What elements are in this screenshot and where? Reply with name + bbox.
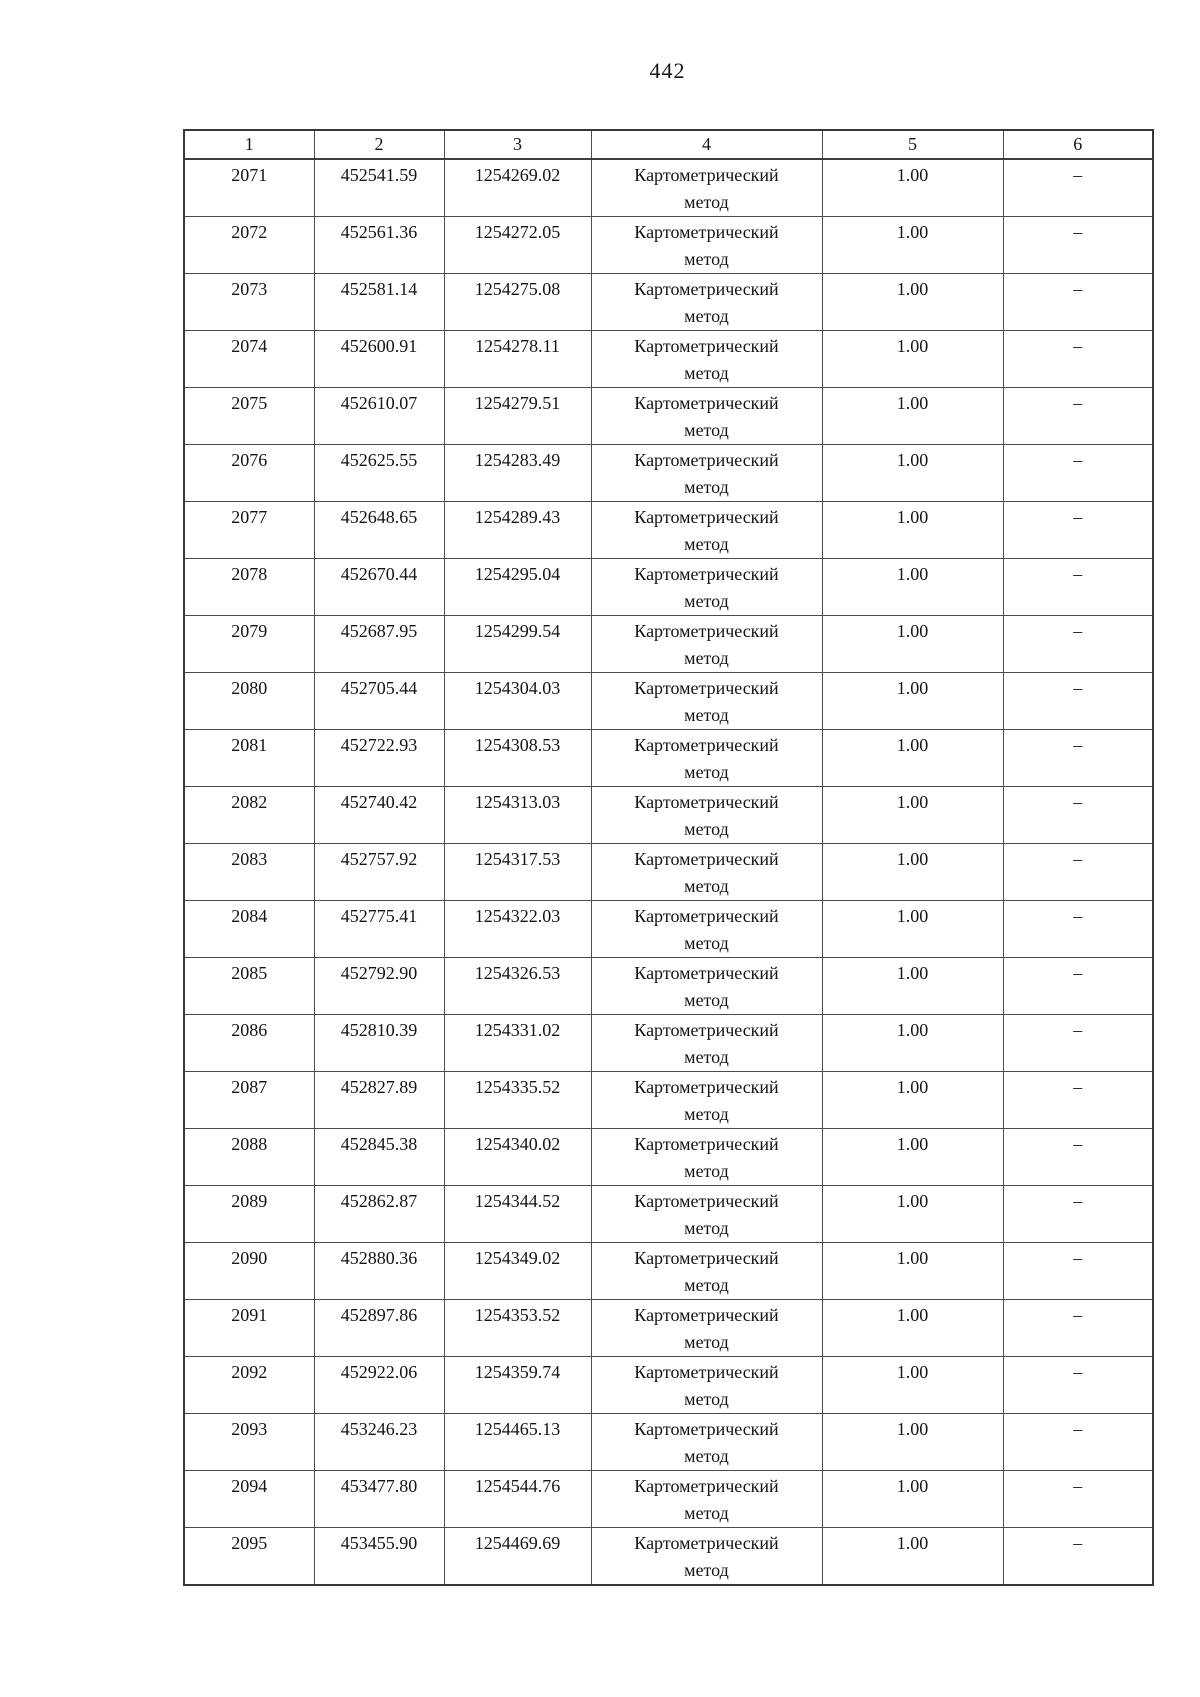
table-row xyxy=(184,1015,1153,1072)
cell-y-coordinate: 1254295.04 xyxy=(444,559,591,616)
table-header xyxy=(184,130,1153,159)
method-line: Картометрический xyxy=(634,165,779,185)
method-line: метод xyxy=(684,591,729,611)
cell-method xyxy=(591,217,822,274)
cell-point-number: 2072 xyxy=(184,217,314,274)
cell-x-coordinate: 452648.65 xyxy=(314,502,444,559)
cell-x-coordinate: 452600.91 xyxy=(314,331,444,388)
cell-point-number: 2080 xyxy=(184,673,314,730)
cell-y-coordinate: 1254269.02 xyxy=(444,159,591,217)
page-number: 442 xyxy=(649,58,686,83)
method-line: метод xyxy=(684,1104,729,1124)
cell-note: – xyxy=(1003,159,1153,217)
cell-note: – xyxy=(1003,958,1153,1015)
cell-mse: 1.00 xyxy=(822,331,1003,388)
cell-method xyxy=(591,559,822,616)
cell-mse: 1.00 xyxy=(822,673,1003,730)
cell-x-coordinate: 452757.92 xyxy=(314,844,444,901)
cell-method xyxy=(591,730,822,787)
cell-x-coordinate: 452541.59 xyxy=(314,159,444,217)
header-col-4: 4 xyxy=(591,130,822,159)
method-line: Картометрический xyxy=(634,963,779,983)
cell-note: – xyxy=(1003,901,1153,958)
method-line: метод xyxy=(684,363,729,383)
method-line: метод xyxy=(684,1560,729,1580)
method-line: метод xyxy=(684,933,729,953)
table-header-row xyxy=(184,130,1153,159)
cell-method xyxy=(591,1414,822,1471)
cell-y-coordinate: 1254308.53 xyxy=(444,730,591,787)
cell-mse: 1.00 xyxy=(822,1243,1003,1300)
method-line: метод xyxy=(684,1161,729,1181)
cell-y-coordinate: 1254304.03 xyxy=(444,673,591,730)
cell-note: – xyxy=(1003,1471,1153,1528)
cell-y-coordinate: 1254283.49 xyxy=(444,445,591,502)
cell-y-coordinate: 1254353.52 xyxy=(444,1300,591,1357)
table-row xyxy=(184,502,1153,559)
table-row xyxy=(184,730,1153,787)
cell-x-coordinate: 452705.44 xyxy=(314,673,444,730)
cell-point-number: 2090 xyxy=(184,1243,314,1300)
cell-x-coordinate: 452581.14 xyxy=(314,274,444,331)
table-row xyxy=(184,844,1153,901)
cell-method xyxy=(591,502,822,559)
method-line: Картометрический xyxy=(634,1305,779,1325)
cell-method xyxy=(591,958,822,1015)
table-row xyxy=(184,673,1153,730)
method-line: Картометрический xyxy=(634,507,779,527)
cell-method xyxy=(591,1471,822,1528)
cell-point-number: 2075 xyxy=(184,388,314,445)
cell-point-number: 2077 xyxy=(184,502,314,559)
table-row xyxy=(184,787,1153,844)
table-row xyxy=(184,1072,1153,1129)
method-line: Картометрический xyxy=(634,222,779,242)
method-line: Картометрический xyxy=(634,792,779,812)
cell-point-number: 2083 xyxy=(184,844,314,901)
table-row xyxy=(184,388,1153,445)
cell-y-coordinate: 1254326.53 xyxy=(444,958,591,1015)
cell-y-coordinate: 1254278.11 xyxy=(444,331,591,388)
cell-mse: 1.00 xyxy=(822,1471,1003,1528)
cell-note: – xyxy=(1003,559,1153,616)
cell-method xyxy=(591,1357,822,1414)
method-line: метод xyxy=(684,1503,729,1523)
cell-note: – xyxy=(1003,1357,1153,1414)
cell-x-coordinate: 452670.44 xyxy=(314,559,444,616)
cell-y-coordinate: 1254465.13 xyxy=(444,1414,591,1471)
cell-y-coordinate: 1254344.52 xyxy=(444,1186,591,1243)
cell-point-number: 2079 xyxy=(184,616,314,673)
cell-y-coordinate: 1254322.03 xyxy=(444,901,591,958)
method-line: Картометрический xyxy=(634,849,779,869)
cell-y-coordinate: 1254544.76 xyxy=(444,1471,591,1528)
cell-note: – xyxy=(1003,1129,1153,1186)
cell-point-number: 2093 xyxy=(184,1414,314,1471)
cell-x-coordinate: 452792.90 xyxy=(314,958,444,1015)
cell-note: – xyxy=(1003,1528,1153,1586)
cell-point-number: 2091 xyxy=(184,1300,314,1357)
cell-note: – xyxy=(1003,730,1153,787)
method-line: Картометрический xyxy=(634,1134,779,1154)
cell-method xyxy=(591,1300,822,1357)
cell-method xyxy=(591,388,822,445)
method-line: метод xyxy=(684,420,729,440)
method-line: Картометрический xyxy=(634,906,779,926)
table-row xyxy=(184,331,1153,388)
cell-x-coordinate: 452775.41 xyxy=(314,901,444,958)
cell-point-number: 2087 xyxy=(184,1072,314,1129)
method-line: метод xyxy=(684,477,729,497)
cell-x-coordinate: 452810.39 xyxy=(314,1015,444,1072)
table-row xyxy=(184,445,1153,502)
cell-note: – xyxy=(1003,445,1153,502)
method-line: Картометрический xyxy=(634,1248,779,1268)
cell-point-number: 2089 xyxy=(184,1186,314,1243)
table-row xyxy=(184,1414,1153,1471)
table-row xyxy=(184,217,1153,274)
cell-point-number: 2073 xyxy=(184,274,314,331)
cell-x-coordinate: 453477.80 xyxy=(314,1471,444,1528)
method-line: метод xyxy=(684,762,729,782)
cell-note: – xyxy=(1003,1072,1153,1129)
method-line: метод xyxy=(684,648,729,668)
cell-y-coordinate: 1254331.02 xyxy=(444,1015,591,1072)
cell-note: – xyxy=(1003,1300,1153,1357)
header-col-1: 1 xyxy=(184,130,314,159)
table-row xyxy=(184,1528,1153,1586)
method-line: Картометрический xyxy=(634,1533,779,1553)
method-line: метод xyxy=(684,1332,729,1352)
method-line: метод xyxy=(684,876,729,896)
table-row xyxy=(184,901,1153,958)
cell-point-number: 2086 xyxy=(184,1015,314,1072)
cell-y-coordinate: 1254359.74 xyxy=(444,1357,591,1414)
cell-method xyxy=(591,1528,822,1586)
cell-mse: 1.00 xyxy=(822,445,1003,502)
cell-note: – xyxy=(1003,274,1153,331)
cell-note: – xyxy=(1003,1015,1153,1072)
cell-point-number: 2088 xyxy=(184,1129,314,1186)
cell-x-coordinate: 452845.38 xyxy=(314,1129,444,1186)
method-line: метод xyxy=(684,705,729,725)
table-row xyxy=(184,1243,1153,1300)
method-line: метод xyxy=(684,1047,729,1067)
cell-x-coordinate: 452722.93 xyxy=(314,730,444,787)
cell-y-coordinate: 1254279.51 xyxy=(444,388,591,445)
header-col-3: 3 xyxy=(444,130,591,159)
cell-note: – xyxy=(1003,502,1153,559)
table-row xyxy=(184,1471,1153,1528)
table-row xyxy=(184,1357,1153,1414)
method-line: Картометрический xyxy=(634,1191,779,1211)
method-line: Картометрический xyxy=(634,1476,779,1496)
cell-method xyxy=(591,1015,822,1072)
cell-mse: 1.00 xyxy=(822,901,1003,958)
cell-mse: 1.00 xyxy=(822,730,1003,787)
cell-mse: 1.00 xyxy=(822,1414,1003,1471)
cell-method xyxy=(591,1243,822,1300)
method-line: метод xyxy=(684,1446,729,1466)
cell-mse: 1.00 xyxy=(822,1015,1003,1072)
method-line: Картометрический xyxy=(634,1077,779,1097)
cell-method xyxy=(591,616,822,673)
cell-x-coordinate: 452740.42 xyxy=(314,787,444,844)
header-col-5: 5 xyxy=(822,130,1003,159)
cell-mse: 1.00 xyxy=(822,274,1003,331)
cell-mse: 1.00 xyxy=(822,1357,1003,1414)
method-line: метод xyxy=(684,1275,729,1295)
cell-mse: 1.00 xyxy=(822,388,1003,445)
cell-mse: 1.00 xyxy=(822,502,1003,559)
cell-mse: 1.00 xyxy=(822,1129,1003,1186)
cell-mse: 1.00 xyxy=(822,616,1003,673)
method-line: Картометрический xyxy=(634,678,779,698)
cell-x-coordinate: 452922.06 xyxy=(314,1357,444,1414)
method-line: метод xyxy=(684,192,729,212)
cell-method xyxy=(591,331,822,388)
cell-note: – xyxy=(1003,1186,1153,1243)
cell-x-coordinate: 452610.07 xyxy=(314,388,444,445)
cell-y-coordinate: 1254289.43 xyxy=(444,502,591,559)
cell-note: – xyxy=(1003,787,1153,844)
cell-x-coordinate: 453455.90 xyxy=(314,1528,444,1586)
method-line: метод xyxy=(684,1218,729,1238)
method-line: метод xyxy=(684,249,729,269)
cell-point-number: 2092 xyxy=(184,1357,314,1414)
cell-method xyxy=(591,844,822,901)
table-body xyxy=(184,159,1153,1585)
cell-x-coordinate: 452880.36 xyxy=(314,1243,444,1300)
cell-y-coordinate: 1254335.52 xyxy=(444,1072,591,1129)
cell-note: – xyxy=(1003,331,1153,388)
cell-method xyxy=(591,445,822,502)
cell-note: – xyxy=(1003,844,1153,901)
method-line: Картометрический xyxy=(634,1419,779,1439)
cell-x-coordinate: 452862.87 xyxy=(314,1186,444,1243)
cell-point-number: 2085 xyxy=(184,958,314,1015)
cell-mse: 1.00 xyxy=(822,1528,1003,1586)
method-line: метод xyxy=(684,819,729,839)
cell-point-number: 2095 xyxy=(184,1528,314,1586)
cell-method xyxy=(591,274,822,331)
cell-x-coordinate: 452897.86 xyxy=(314,1300,444,1357)
cell-y-coordinate: 1254317.53 xyxy=(444,844,591,901)
table-row xyxy=(184,958,1153,1015)
cell-y-coordinate: 1254272.05 xyxy=(444,217,591,274)
method-line: метод xyxy=(684,990,729,1010)
cell-y-coordinate: 1254299.54 xyxy=(444,616,591,673)
method-line: Картометрический xyxy=(634,279,779,299)
cell-mse: 1.00 xyxy=(822,1300,1003,1357)
cell-note: – xyxy=(1003,1243,1153,1300)
table-row xyxy=(184,559,1153,616)
cell-mse: 1.00 xyxy=(822,958,1003,1015)
table-row xyxy=(184,274,1153,331)
cell-mse: 1.00 xyxy=(822,844,1003,901)
cell-method xyxy=(591,901,822,958)
cell-note: – xyxy=(1003,388,1153,445)
method-line: Картометрический xyxy=(634,621,779,641)
cell-method xyxy=(591,1129,822,1186)
cell-method xyxy=(591,787,822,844)
cell-note: – xyxy=(1003,1414,1153,1471)
cell-method xyxy=(591,1072,822,1129)
cell-note: – xyxy=(1003,217,1153,274)
cell-method xyxy=(591,1186,822,1243)
cell-point-number: 2082 xyxy=(184,787,314,844)
table-row xyxy=(184,1129,1153,1186)
cell-y-coordinate: 1254313.03 xyxy=(444,787,591,844)
cell-note: – xyxy=(1003,673,1153,730)
cell-y-coordinate: 1254275.08 xyxy=(444,274,591,331)
method-line: Картометрический xyxy=(634,393,779,413)
table-row xyxy=(184,616,1153,673)
method-line: Картометрический xyxy=(634,450,779,470)
header-col-6: 6 xyxy=(1003,130,1153,159)
cell-x-coordinate: 452561.36 xyxy=(314,217,444,274)
table-row xyxy=(184,1186,1153,1243)
method-line: Картометрический xyxy=(634,336,779,356)
cell-mse: 1.00 xyxy=(822,159,1003,217)
method-line: Картометрический xyxy=(634,1362,779,1382)
cell-mse: 1.00 xyxy=(822,217,1003,274)
method-line: метод xyxy=(684,1389,729,1409)
cell-x-coordinate: 452687.95 xyxy=(314,616,444,673)
cell-x-coordinate: 452625.55 xyxy=(314,445,444,502)
coordinates-table xyxy=(183,129,1154,1586)
method-line: Картометрический xyxy=(634,564,779,584)
cell-mse: 1.00 xyxy=(822,787,1003,844)
table-row xyxy=(184,1300,1153,1357)
cell-point-number: 2076 xyxy=(184,445,314,502)
method-line: метод xyxy=(684,534,729,554)
cell-point-number: 2094 xyxy=(184,1471,314,1528)
cell-point-number: 2084 xyxy=(184,901,314,958)
cell-point-number: 2078 xyxy=(184,559,314,616)
cell-mse: 1.00 xyxy=(822,559,1003,616)
cell-method xyxy=(591,673,822,730)
cell-y-coordinate: 1254349.02 xyxy=(444,1243,591,1300)
cell-y-coordinate: 1254469.69 xyxy=(444,1528,591,1586)
cell-point-number: 2071 xyxy=(184,159,314,217)
cell-point-number: 2081 xyxy=(184,730,314,787)
cell-mse: 1.00 xyxy=(822,1186,1003,1243)
header-col-2: 2 xyxy=(314,130,444,159)
cell-mse: 1.00 xyxy=(822,1072,1003,1129)
method-line: Картометрический xyxy=(634,1020,779,1040)
method-line: метод xyxy=(684,306,729,326)
cell-method xyxy=(591,159,822,217)
cell-note: – xyxy=(1003,616,1153,673)
cell-y-coordinate: 1254340.02 xyxy=(444,1129,591,1186)
cell-x-coordinate: 453246.23 xyxy=(314,1414,444,1471)
cell-x-coordinate: 452827.89 xyxy=(314,1072,444,1129)
method-line: Картометрический xyxy=(634,735,779,755)
cell-point-number: 2074 xyxy=(184,331,314,388)
table-row xyxy=(184,159,1153,217)
